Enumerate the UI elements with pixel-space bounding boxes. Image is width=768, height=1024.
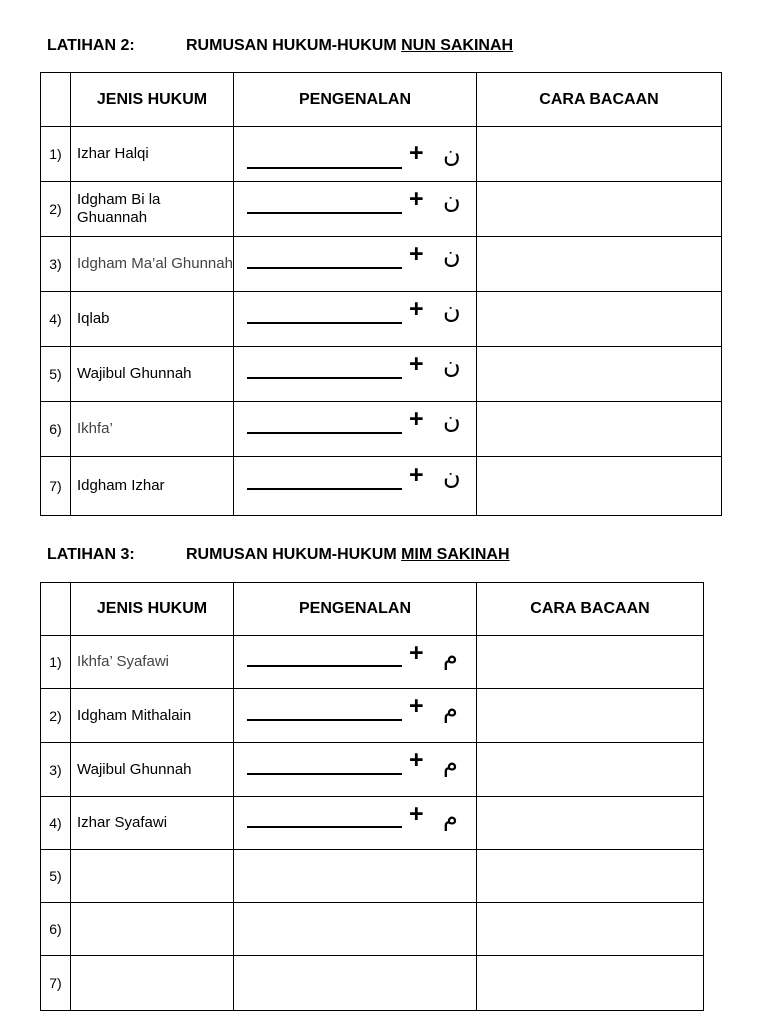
cara-bacaan-cell[interactable] [477, 903, 704, 956]
jenis-hukum-cell: Idgham Bi la Ghuannah [71, 182, 234, 237]
header-pengenalan: PENGENALAN [234, 73, 477, 127]
answer-blank-line[interactable] [247, 773, 402, 775]
table-row [41, 402, 722, 457]
row-number: 4) [41, 292, 71, 347]
nun-letter: ن [443, 462, 461, 490]
pengenalan-cell[interactable] [234, 797, 477, 850]
mim-letter: م [443, 803, 458, 831]
plus-sign: + [409, 800, 424, 828]
row-number: 6) [41, 903, 71, 956]
row-number: 1) [41, 636, 71, 689]
pengenalan-cell[interactable] [234, 903, 477, 956]
jenis-hukum-cell: Idgham Mithalain [71, 689, 234, 743]
table-row [41, 347, 722, 402]
answer-blank-line[interactable] [247, 488, 402, 490]
latihan-2-title [47, 37, 513, 55]
row-number: 3) [41, 237, 71, 292]
pengenalan-cell[interactable] [234, 956, 477, 1011]
jenis-hukum-cell[interactable] [71, 956, 234, 1011]
table-row [41, 689, 704, 743]
cara-bacaan-cell[interactable] [477, 402, 722, 457]
latihan-2-label: LATIHAN 2: [47, 37, 135, 54]
cara-bacaan-cell[interactable] [477, 636, 704, 689]
row-number: 2) [41, 182, 71, 237]
pengenalan-cell[interactable] [234, 182, 477, 237]
jenis-hukum-cell[interactable] [71, 850, 234, 903]
table-row [41, 292, 722, 347]
nun-letter: ن [443, 296, 461, 324]
cara-bacaan-cell[interactable] [477, 127, 722, 182]
cara-bacaan-cell[interactable] [477, 850, 704, 903]
cara-bacaan-cell[interactable] [477, 347, 722, 402]
pengenalan-cell[interactable] [234, 127, 477, 182]
nun-letter: ن [443, 241, 461, 269]
latihan-2-title-prefix: RUMUSAN HUKUM-HUKUM [186, 37, 397, 54]
header-number [41, 73, 71, 127]
pengenalan-cell[interactable] [234, 689, 477, 743]
header-pengenalan: PENGENALAN [234, 583, 477, 636]
row-number: 6) [41, 402, 71, 457]
nun-letter: ن [443, 186, 461, 214]
cara-bacaan-cell[interactable] [477, 292, 722, 347]
cara-bacaan-cell[interactable] [477, 457, 722, 516]
jenis-hukum-cell: Ikhfa’ [71, 402, 234, 457]
cara-bacaan-cell[interactable] [477, 689, 704, 743]
row-number: 4) [41, 797, 71, 850]
pengenalan-cell[interactable] [234, 292, 477, 347]
table-row [41, 797, 704, 850]
nun-letter: ن [443, 140, 461, 168]
row-number: 5) [41, 347, 71, 402]
plus-sign: + [409, 295, 424, 323]
plus-sign: + [409, 405, 424, 433]
header-jenis-hukum: JENIS HUKUM [71, 583, 234, 636]
row-number: 5) [41, 850, 71, 903]
latihan-3-table [40, 582, 704, 1011]
table-row [41, 850, 704, 903]
cara-bacaan-cell[interactable] [477, 797, 704, 850]
pengenalan-cell[interactable] [234, 347, 477, 402]
cara-bacaan-cell[interactable] [477, 182, 722, 237]
header-cara-bacaan: CARA BACAAN [477, 73, 722, 127]
cara-bacaan-cell[interactable] [477, 743, 704, 797]
mim-letter: م [443, 749, 458, 777]
plus-sign: + [409, 692, 424, 720]
mim-letter: م [443, 695, 458, 723]
plus-sign: + [409, 461, 424, 489]
table-row [41, 743, 704, 797]
pengenalan-cell[interactable] [234, 850, 477, 903]
latihan-3-title-prefix: RUMUSAN HUKUM-HUKUM [186, 546, 397, 563]
answer-blank-line[interactable] [247, 212, 402, 214]
answer-blank-line[interactable] [247, 432, 402, 434]
answer-blank-line[interactable] [247, 267, 402, 269]
nun-letter: ن [443, 406, 461, 434]
header-number [41, 583, 71, 636]
nun-letter: ن [443, 351, 461, 379]
plus-sign: + [409, 639, 424, 667]
header-cara-bacaan: CARA BACAAN [477, 583, 704, 636]
jenis-hukum-cell[interactable] [71, 903, 234, 956]
table-row [41, 182, 722, 237]
row-number: 1) [41, 127, 71, 182]
answer-blank-line[interactable] [247, 665, 402, 667]
table-row [41, 457, 722, 516]
jenis-hukum-cell: Ikhfa’ Syafawi [71, 636, 234, 689]
pengenalan-cell[interactable] [234, 457, 477, 516]
cara-bacaan-cell[interactable] [477, 237, 722, 292]
latihan-2-title-topic: NUN SAKINAH [401, 37, 514, 54]
row-number: 2) [41, 689, 71, 743]
table-row [41, 636, 704, 689]
jenis-hukum-cell: Idgham Izhar [71, 457, 234, 516]
answer-blank-line[interactable] [247, 719, 402, 721]
latihan-3-title [47, 546, 510, 564]
row-number: 3) [41, 743, 71, 797]
table-row [41, 237, 722, 292]
plus-sign: + [409, 185, 424, 213]
jenis-hukum-cell: Wajibul Ghunnah [71, 347, 234, 402]
jenis-hukum-cell: Wajibul Ghunnah [71, 743, 234, 797]
answer-blank-line[interactable] [247, 377, 402, 379]
header-jenis-hukum: JENIS HUKUM [71, 73, 234, 127]
table-row [41, 903, 704, 956]
answer-blank-line[interactable] [247, 826, 402, 828]
table-row [41, 956, 704, 1011]
table-header-row [41, 583, 704, 636]
plus-sign: + [409, 350, 424, 378]
jenis-hukum-cell: Izhar Syafawi [71, 797, 234, 850]
pengenalan-cell[interactable] [234, 402, 477, 457]
latihan-2-table [40, 72, 722, 516]
latihan-3-label: LATIHAN 3: [47, 546, 135, 563]
cara-bacaan-cell[interactable] [477, 956, 704, 1011]
table-header-row [41, 73, 722, 127]
latihan-3-title-topic: MIM SAKINAH [401, 546, 510, 563]
row-number: 7) [41, 956, 71, 1011]
mim-letter: م [443, 642, 458, 670]
pengenalan-cell[interactable] [234, 636, 477, 689]
plus-sign: + [409, 139, 424, 167]
plus-sign: + [409, 240, 424, 268]
pengenalan-cell[interactable] [234, 237, 477, 292]
jenis-hukum-cell: Iqlab [71, 292, 234, 347]
row-number: 7) [41, 457, 71, 516]
jenis-hukum-cell: Idgham Ma’al Ghunnah [71, 237, 234, 292]
plus-sign: + [409, 746, 424, 774]
jenis-hukum-cell: Izhar Halqi [71, 127, 234, 182]
pengenalan-cell[interactable] [234, 743, 477, 797]
answer-blank-line[interactable] [247, 167, 402, 169]
table-row [41, 127, 722, 182]
answer-blank-line[interactable] [247, 322, 402, 324]
